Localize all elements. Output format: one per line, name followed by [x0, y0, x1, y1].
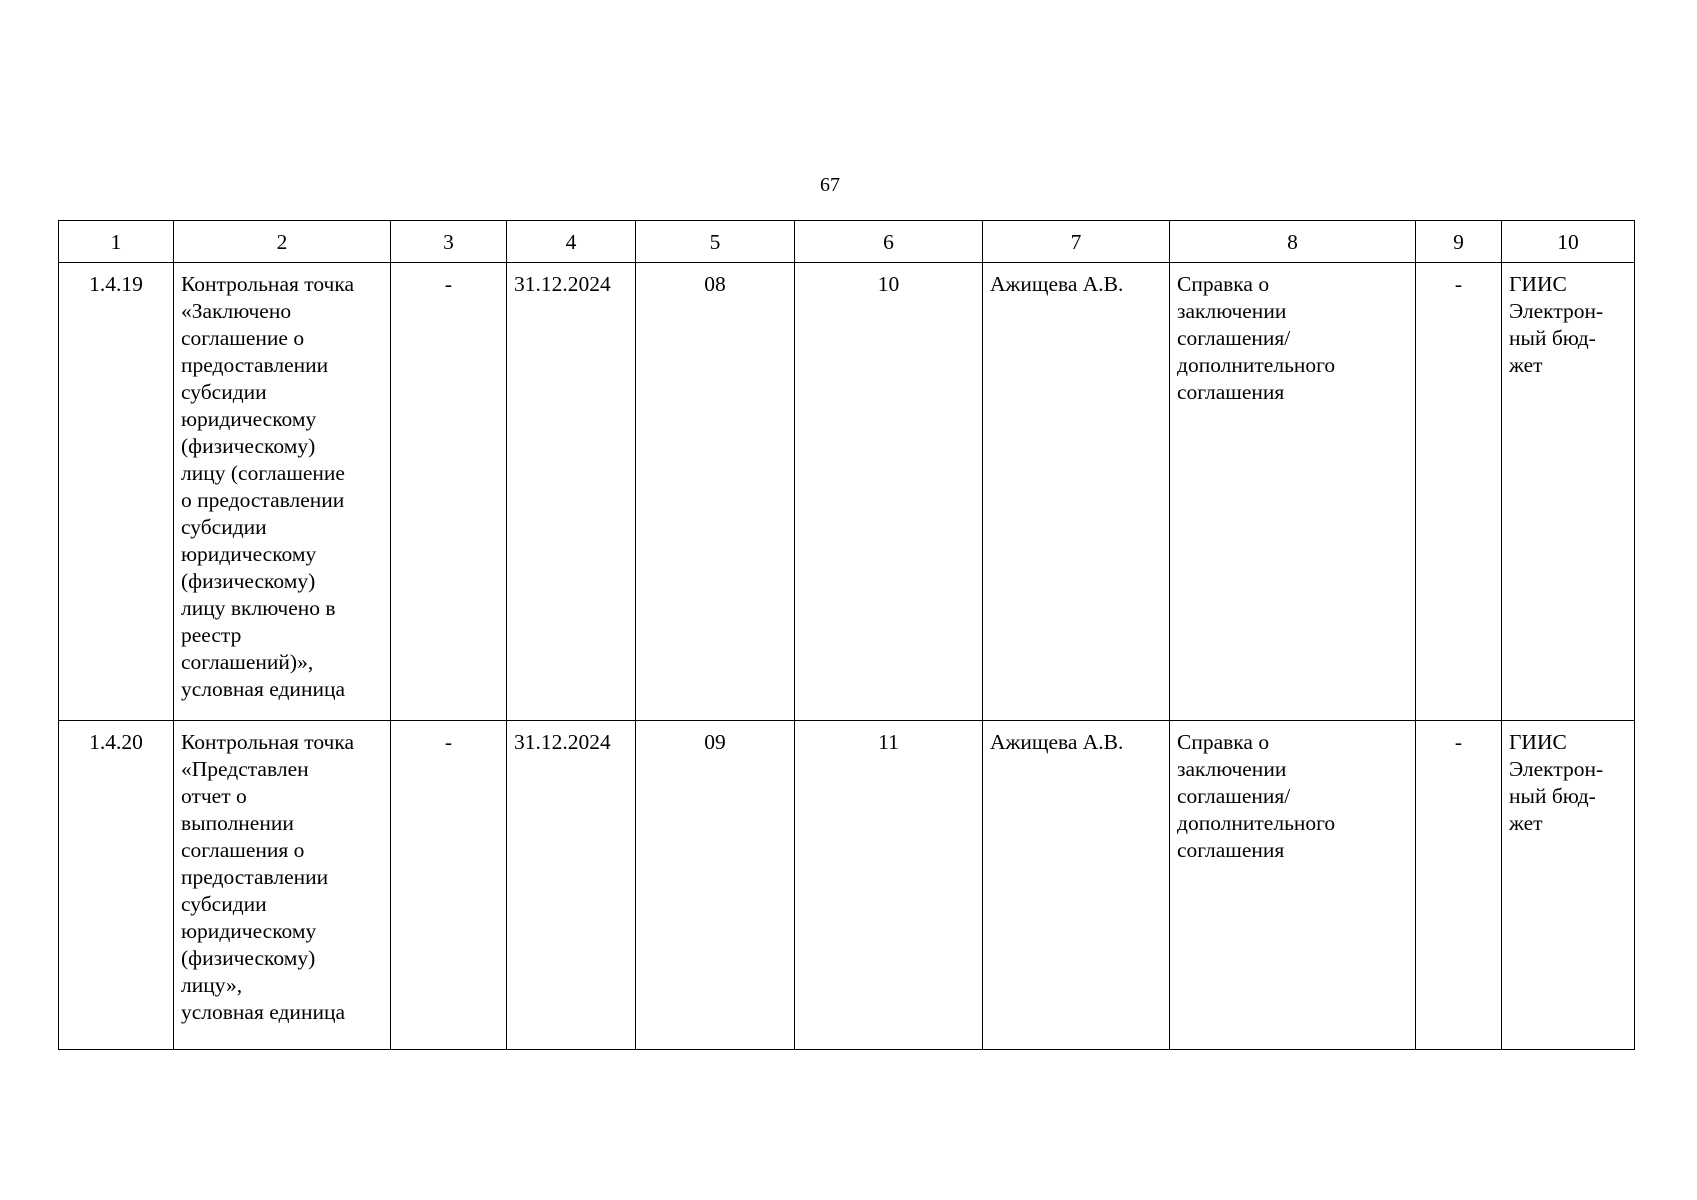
header-cell: 8: [1170, 221, 1416, 263]
table-row: [59, 263, 1635, 721]
row-system: ГИИС Электрон- ный бюд- жет: [1502, 263, 1635, 721]
row-col5: 09: [636, 721, 795, 1050]
row-number: 1.4.20: [59, 721, 174, 1050]
row-document: Справка о заключении соглашения/ дополнительного соглашения: [1170, 263, 1416, 721]
header-cell: 1: [59, 221, 174, 263]
row-number: 1.4.19: [59, 263, 174, 721]
row-col6: 11: [795, 721, 983, 1050]
row-description: Контрольная точка «Представлен отчет о выполнении соглашения о предоставлении субсидии юридическому (физическому) лицу», условная единица: [174, 721, 391, 1050]
row-description: Контрольная точка «Заключено соглашение о предоставлении субсидии юридическому (физическому) лицу (соглашение о предоставлении субсидии юридическому (физическому) лицу включено в реестр соглашений)», условная единица: [174, 263, 391, 721]
control-points-table: [58, 220, 1635, 1050]
header-cell: 9: [1416, 221, 1502, 263]
page-number: 67: [820, 174, 840, 196]
row-date: 31.12.2024: [507, 721, 636, 1050]
header-cell: 5: [636, 221, 795, 263]
row-col9: -: [1416, 721, 1502, 1050]
table-row: [59, 721, 1635, 1050]
row-col6: 10: [795, 263, 983, 721]
header-cell: 4: [507, 221, 636, 263]
header-row: [59, 221, 1635, 263]
row-col5: 08: [636, 263, 795, 721]
header-cell: 3: [391, 221, 507, 263]
row-col3: -: [391, 721, 507, 1050]
header-cell: 10: [1502, 221, 1635, 263]
row-document: Справка о заключении соглашения/ дополнительного соглашения: [1170, 721, 1416, 1050]
row-system: ГИИС Электрон- ный бюд- жет: [1502, 721, 1635, 1050]
row-col9: -: [1416, 263, 1502, 721]
row-date: 31.12.2024: [507, 263, 636, 721]
header-cell: 2: [174, 221, 391, 263]
row-responsible: Ажищева А.В.: [983, 721, 1170, 1050]
header-cell: 6: [795, 221, 983, 263]
header-cell: 7: [983, 221, 1170, 263]
row-col3: -: [391, 263, 507, 721]
row-responsible: Ажищева А.В.: [983, 263, 1170, 721]
